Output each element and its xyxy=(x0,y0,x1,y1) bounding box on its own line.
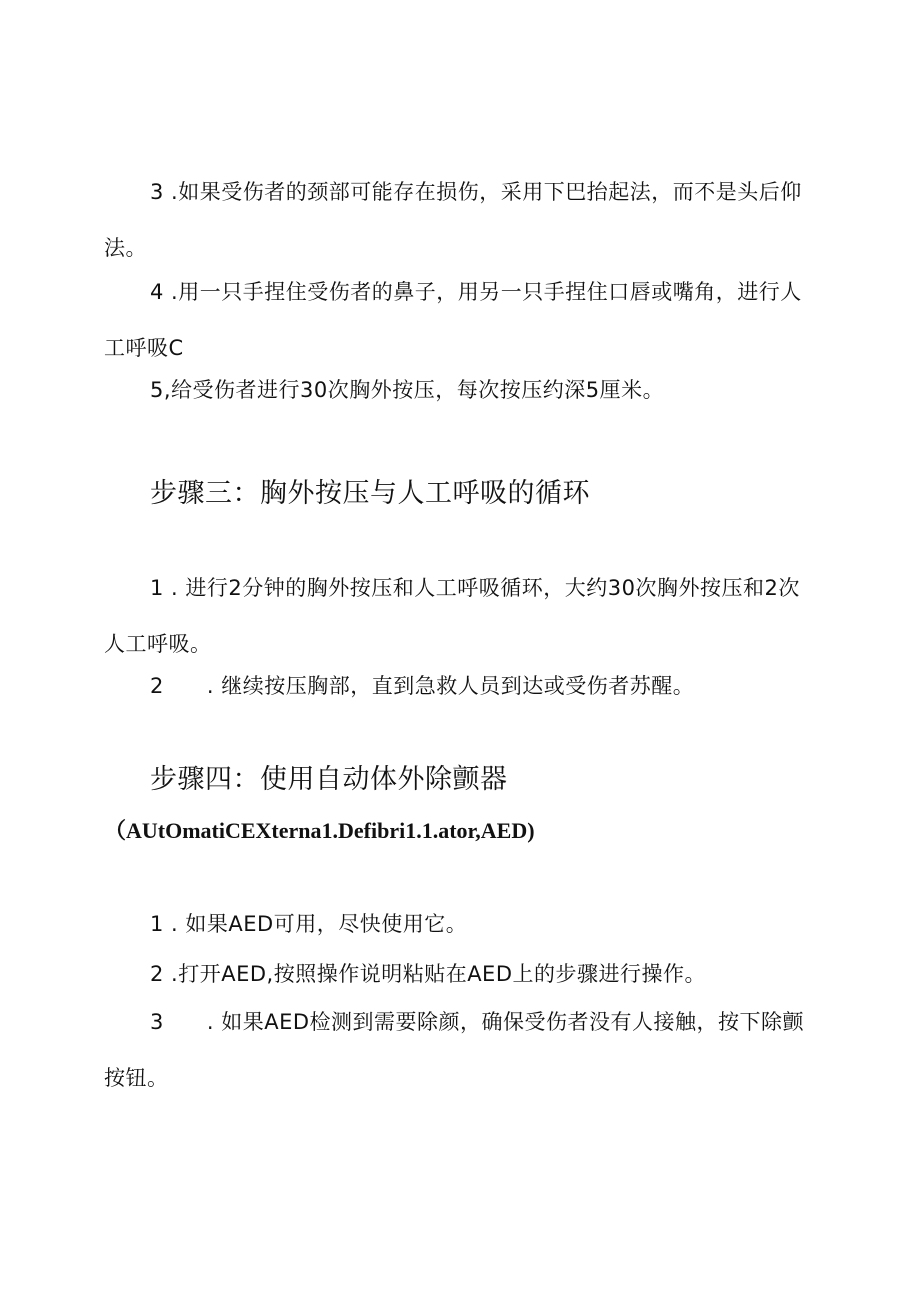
paragraph-step2-item5: 5,给受伤者进行30次胸外按压，每次按压约深5厘米。 xyxy=(150,378,665,402)
paragraph-step3-item2: 2 . 继续按压胸部，直到急救人员到达或受伤者苏醒。 xyxy=(150,674,695,698)
paragraph-step4-item2: 2 .打开AED,按照操作说明粘贴在AED上的步骤进行操作。 xyxy=(150,962,706,986)
heading-step3: 步骤三：胸外按压与人工呼吸的循环 xyxy=(150,478,590,509)
paragraph-step4-item3: 3 . 如果AED检测到需要除颜，确保受伤者没有人接触，按下除颤按钮。 xyxy=(104,1010,805,1090)
heading-step4-subtitle: （AUtOmatiCEXterna1.Defibri1.1.ator,AED) xyxy=(104,818,535,843)
paragraph-step2-item3: 3 .如果受伤者的颈部可能存在损伤，采用下巴抬起法，而不是头后仰法。 xyxy=(104,180,802,260)
paragraph-step2-item4: 4 .用一只手捏住受伤者的鼻子，用另一只手捏住口唇或嘴角，进行人工呼吸C xyxy=(104,280,802,360)
paragraph-step3-item1: 1 . 进行2分钟的胸外按压和人工呼吸循环，大约30次胸外按压和2次人工呼吸。 xyxy=(104,576,800,656)
heading-step4: 步骤四：使用自动体外除颤器 xyxy=(150,764,508,795)
paragraph-step4-item1: 1 . 如果AED可用，尽快使用它。 xyxy=(150,912,468,936)
